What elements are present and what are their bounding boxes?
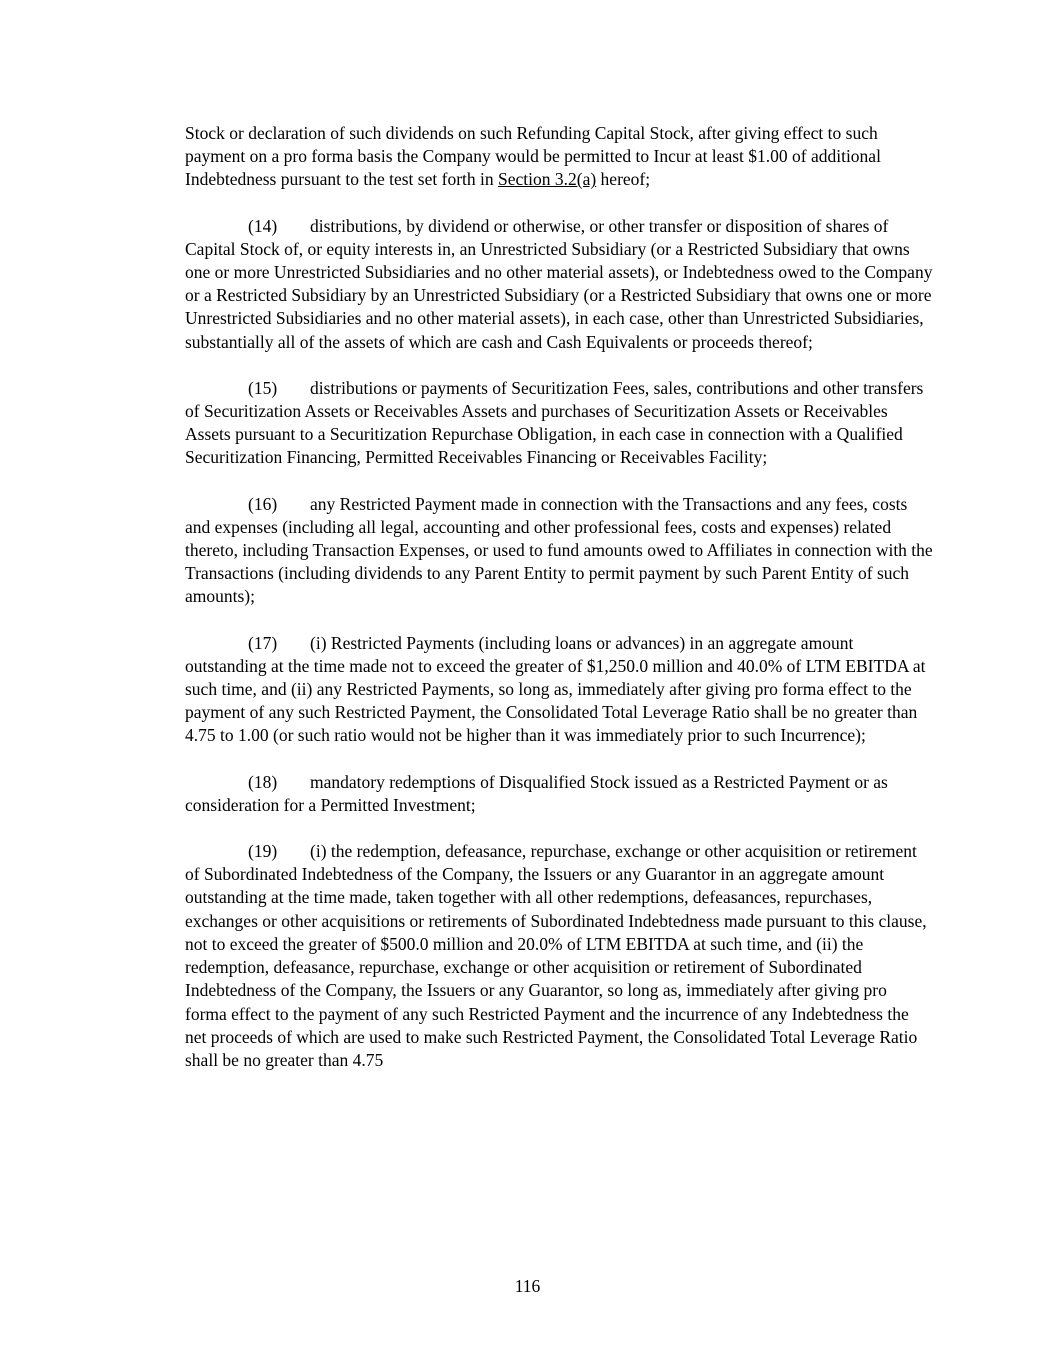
text-run: hereof;	[596, 169, 651, 190]
paragraph	[185, 493, 933, 609]
page-number: 116	[514, 1276, 541, 1296]
paragraph-number: (15)	[248, 377, 278, 398]
paragraph	[185, 377, 933, 470]
paragraph	[185, 771, 933, 817]
paragraph	[185, 840, 933, 1072]
paragraph-number: (16)	[248, 493, 278, 514]
text-run: any Restricted Payment made in connection with the Transactions and any fees, costs and expenses (including all legal, accounting and other professional fees, costs and expenses) related thereto, including Transaction Expenses, or used to fund amounts owed to Affiliates in connection with the Transactions (including dividends to any Parent Entity to permit payment by such Parent Entity of such amounts);	[185, 493, 933, 607]
text-run: distributions or payments of Securitization Fees, sales, contributions and other transfers of Securitization Assets or Receivables Assets and purchases of Securitization Assets or Receivables Assets pursuant to a Securitization Repurchase Obligation, in each case in connection with a Qualified Securitization Financing, Permitted Receivables Financing or Receivables Facility;	[185, 377, 924, 468]
paragraph	[185, 122, 933, 192]
section-reference-link[interactable]: Section 3.2(a)	[498, 169, 597, 190]
paragraph-number: (18)	[248, 771, 278, 792]
text-run: Stock or declaration of such dividends on such Refunding Capital Stock, after giving effect to such payment on a pro forma basis the Company would be permitted to Incur at least $1.00 of additional Indebtedness pursuant to the test set forth in	[185, 123, 881, 190]
paragraph-number: (14)	[248, 215, 278, 236]
paragraph	[185, 632, 933, 748]
text-run: (i) the redemption, defeasance, repurchase, exchange or other acquisition or retirement of Subordinated Indebtedness of the Company, the Issuers or any Guarantor in an aggregate amount outstanding at the time made, taken together with all other redemptions, defeasances, repurchases, exchanges or other acquisitions or retirements of Subordinated Indebtedness made pursuant to this clause, not to exceed the greater of $500.0 million and 20.0% of LTM EBITDA at such time, and (ii) the redemption, defeasance, repurchase, exchange or other acquisition or retirement of Subordinated Indebtedness of the Company, the Issuers or any Guarantor, so long as, immediately after giving pro forma effect to the payment of any such Restricted Payment and the incurrence of any Indebtedness the net proceeds of which are used to make such Restricted Payment, the Consolidated Total Leverage Ratio shall be no greater than 4.75	[185, 841, 927, 1070]
text-run: mandatory redemptions of Disqualified Stock issued as a Restricted Payment or as consideration for a Permitted Investment;	[185, 771, 888, 815]
paragraph-number: (17)	[248, 632, 278, 653]
paragraph-number: (19)	[248, 841, 278, 862]
paragraph	[185, 215, 933, 354]
text-run: (i) Restricted Payments (including loans or advances) in an aggregate amount outstanding at the time made not to exceed the greater of $1,250.0 million and 40.0% of LTM EBITDA at such time, and (ii) any Restricted Payments, so long as, immediately after giving pro forma effect to the payment of any such Restricted Payment, the Consolidated Total Leverage Ratio shall be no greater than 4.75 to 1.00 (or such ratio would not be higher than it was immediately prior to such Incurrence);	[185, 632, 926, 746]
document-body	[185, 122, 933, 1095]
text-run: distributions, by dividend or otherwise, or other transfer or disposition of shares of Capital Stock of, or equity interests in, an Unrestricted Subsidiary (or a Restricted Subsidiary that owns one or more Unrestricted Subsidiaries and no other material assets), or Indebtedness owed to the Company or a Restricted Subsidiary by an Unrestricted Subsidiary (or a Restricted Subsidiary that owns one or more Unrestricted Subsidiaries and no other material assets), in each case, other than Unrestricted Subsidiaries, substantially all of the assets of which are cash and Cash Equivalents or proceeds thereof;	[185, 215, 933, 352]
